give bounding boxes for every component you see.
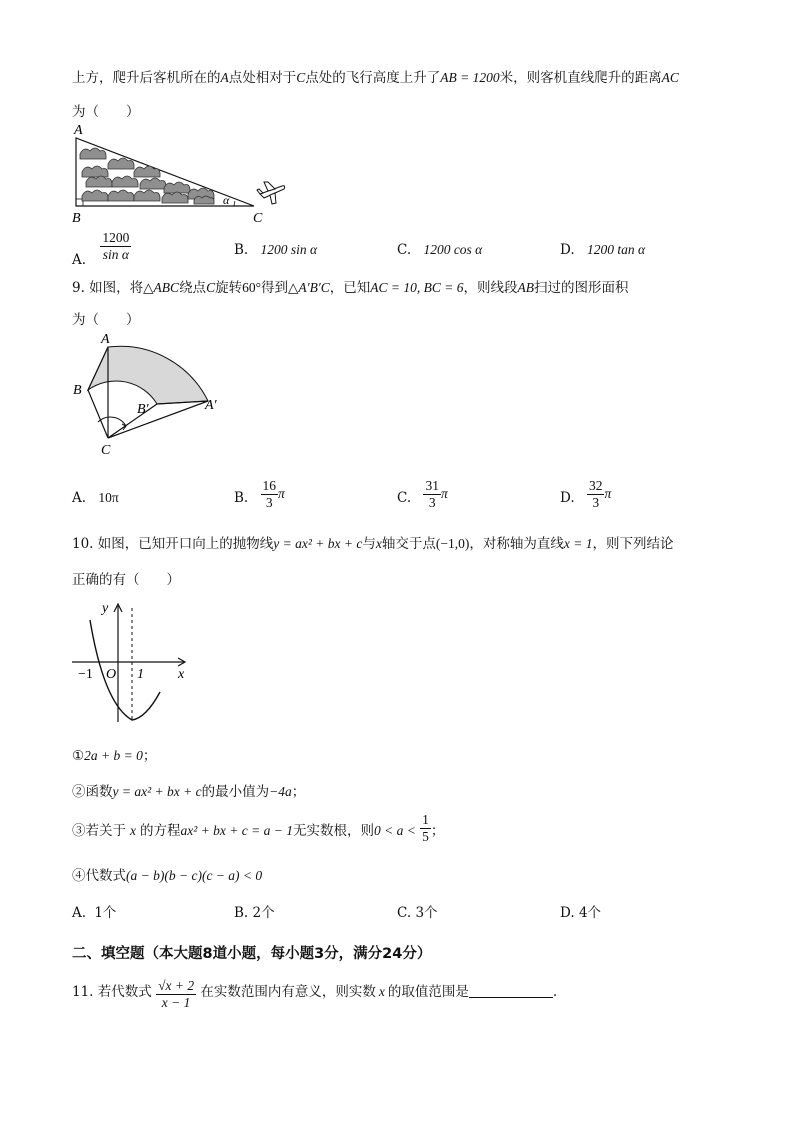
q8-option-d[interactable]: D. 1200 tan α (560, 242, 646, 258)
q9-text-line2: 为（ ） (72, 312, 140, 328)
q10-statement-3: ③若关于 x 的方程ax² + bx + c = a − 1无实数根，则0 < a < $\frac{1}{5}$ ； (72, 812, 445, 844)
label-A-prime: A′ (205, 398, 217, 413)
q8-text-line1: 上方，爬升后客机所在的A点处相对于C点处的飞行高度上升了AB = 1200米，则客机直线爬升的距离AC (72, 70, 679, 86)
label-B: B (73, 383, 82, 398)
q9-option-a[interactable]: A. 10π (72, 490, 119, 506)
label-C: C (101, 443, 111, 458)
airplane-icon (257, 182, 285, 204)
q10-text-line1: 10. 如图，已知开口向上的抛物线y = ax² + bx + c与x轴交于点(−1,0)，对称轴为直线x = 1，则下列结论 (72, 536, 674, 552)
q9-option-b[interactable]: B. $\frac{16}{3}$ π (234, 478, 285, 510)
q9-option-d[interactable]: D. $\frac{32}{3}$ π (560, 478, 612, 510)
label-A: A (74, 123, 83, 138)
q8-option-b[interactable]: B. 1200 sin α (234, 242, 318, 258)
q10-option-b[interactable]: B. 2个 (234, 905, 275, 921)
label-C: C (253, 211, 263, 226)
q8-text-line2: 为（ ） (72, 104, 140, 120)
q10-text-line2: 正确的有（ ） (72, 572, 180, 588)
q10-statement-2: ②函数y = ax² + bx + c的最小值为−4a； (72, 784, 306, 800)
label-B-prime: B′ (137, 402, 149, 417)
tick-label-1: 1 (137, 667, 144, 682)
label-alpha: α (223, 193, 230, 207)
tick-label-neg1: −1 (78, 667, 93, 682)
q8-option-c[interactable]: C. 1200 cos α (397, 242, 483, 258)
q10-statement-4: ④代数式(a − b)(b − c)(c − a) < 0 (72, 868, 263, 884)
cloud-shapes (80, 148, 214, 204)
q10-parabola-graph (68, 598, 198, 728)
q10-option-d[interactable]: D. 4个 (560, 905, 602, 921)
q10-statement-1: ①2a + b = 0； (72, 748, 157, 764)
q9-rotation-figure (68, 330, 238, 475)
q11-text: 11. 若代数式 $\frac{√x + 2}{x - 1}$ 在实数范围内有意义，则实数 x 的取值范围是 . (72, 978, 558, 1010)
q9-option-c[interactable]: C. $\frac{31}{3}$ π (397, 478, 448, 510)
section-heading-fill-in: 二、填空题（本大题8道小题，每小题3分，满分24分） (72, 946, 432, 962)
q10-option-c[interactable]: C. 3个 (397, 905, 438, 921)
label-B: B (72, 211, 81, 226)
label-A: A (101, 332, 110, 347)
answer-blank[interactable] (469, 983, 553, 998)
q10-option-a[interactable]: A. 1个 (72, 905, 117, 921)
q9-text-line1: 9. 如图，将△ABC绕点C旋转60°得到△A′B′C，已知AC = 10, BC = 6，则线段AB扫过的图形面积 (72, 280, 629, 296)
origin-label: O (106, 667, 117, 682)
q8-option-a[interactable]: A. $\frac{1200}{\text{sin α}}$ (72, 230, 130, 268)
axis-label-y: y (102, 601, 109, 616)
axis-label-x: x (178, 667, 185, 682)
q8-triangle-figure (68, 122, 298, 227)
